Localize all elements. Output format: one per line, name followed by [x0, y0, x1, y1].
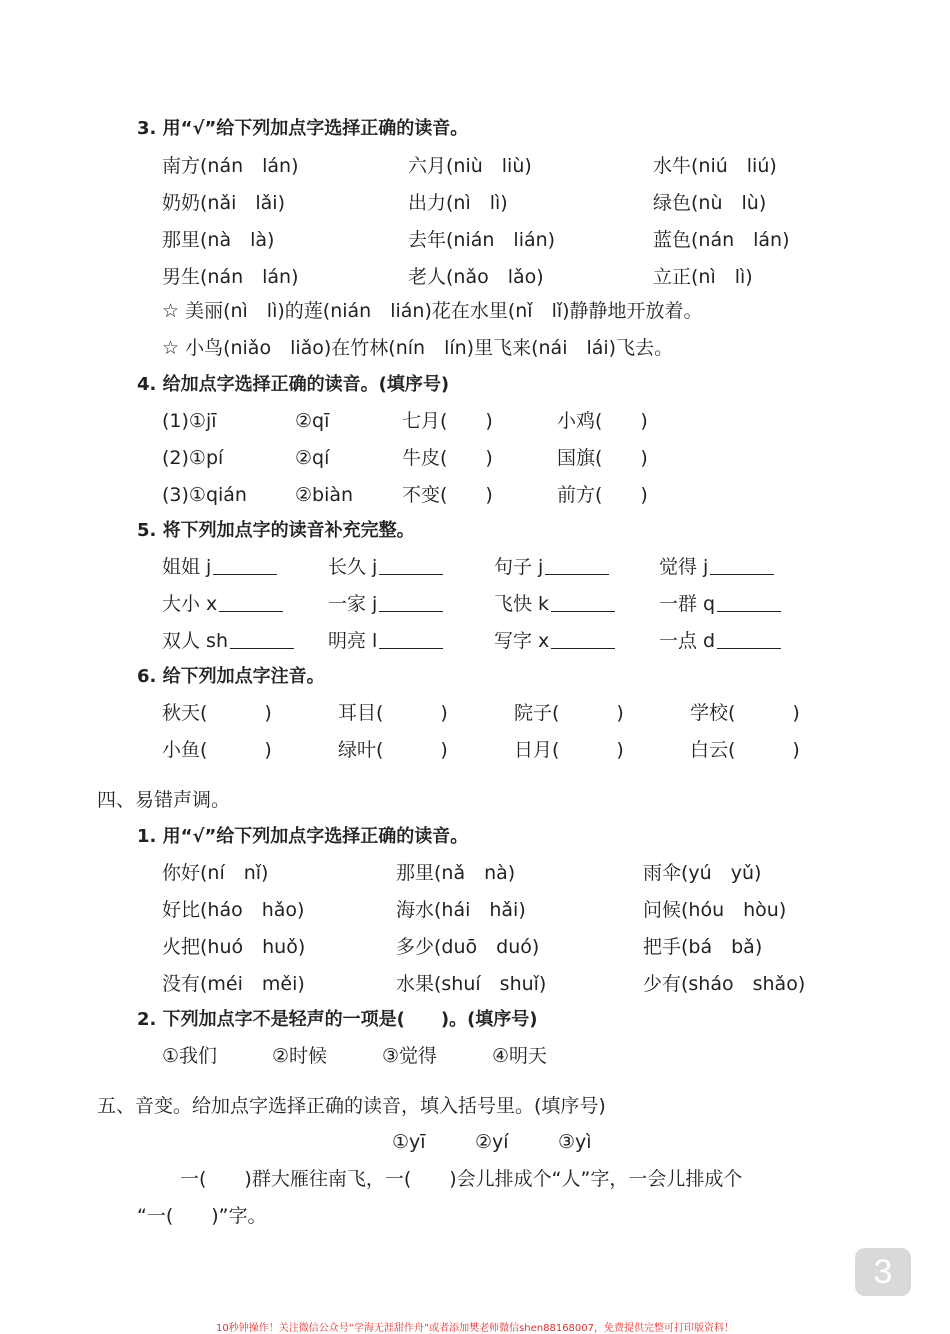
sec4-q2-option: ①我们 — [162, 1045, 218, 1067]
sec5-option: ②yí — [475, 1131, 509, 1153]
sec4-q2-title: 2. 下列加点字不是轻声的一项是( )。(填序号) — [137, 1009, 538, 1030]
answer-blank[interactable] — [717, 628, 781, 656]
q3-sentence-2: ☆ 小鸟(niǎo liǎo)在竹林(nín lín)里飞来(nái lái)飞去。 — [162, 337, 674, 359]
q4-item: ②qí — [295, 447, 330, 469]
q6-item: 院子( ) — [514, 702, 624, 724]
q5-item: 觉得 j — [659, 556, 709, 578]
sec5-line-1: 一( )群大雁往南飞，一( )会儿排成个“人”字，一会儿排成个 — [180, 1168, 743, 1190]
answer-blank[interactable] — [219, 591, 283, 619]
section-4-title: 四、易错声调。 — [97, 789, 231, 811]
q3-item: 去年(nián lián) — [408, 229, 556, 251]
q5-item: 明亮 l — [328, 630, 378, 652]
q3-item: 六月(niù liù) — [408, 155, 532, 177]
sec4-q1-item: 没有(méi měi) — [162, 973, 305, 995]
sec4-q1-title: 1. 用“√”给下列加点字选择正确的读音。 — [137, 826, 469, 847]
answer-blank[interactable] — [379, 554, 443, 582]
answer-blank[interactable] — [551, 628, 615, 656]
q5-item: 一家 j — [328, 593, 378, 615]
sec4-q1-item: 海水(hái hǎi) — [396, 899, 526, 921]
q4-title: 4. 给加点字选择正确的读音。(填序号) — [137, 374, 450, 395]
q6-item: 白云( ) — [690, 739, 800, 761]
sec5-option: ③yì — [558, 1131, 592, 1153]
sec4-q2-option: ④明天 — [492, 1045, 548, 1067]
answer-blank[interactable] — [213, 554, 277, 582]
q4-item: 国旗( ) — [557, 447, 648, 469]
q3-item: 蓝色(nán lán) — [653, 229, 790, 251]
page-number: 3 — [855, 1248, 911, 1296]
q3-title: 3. 用“√”给下列加点字选择正确的读音。 — [137, 118, 469, 139]
q5-item: 长久 j — [328, 556, 378, 578]
sec4-q1-item: 火把(huó huǒ) — [162, 936, 306, 958]
q5-item: 写字 x — [494, 630, 550, 652]
sec4-q1-item: 好比(háo hǎo) — [162, 899, 305, 921]
q3-item: 立正(nì lì) — [653, 266, 753, 288]
q6-item: 日月( ) — [514, 739, 624, 761]
answer-blank[interactable] — [379, 591, 443, 619]
footer-note: 10秒钟操作！关注微信公众号“学海无涯甜作舟”或者添加樊老师微信shen88168007，免费提供完整可打印版资料！ — [215, 1323, 735, 1334]
q3-item: 出力(nì lì) — [408, 192, 508, 214]
answer-blank[interactable] — [545, 554, 609, 582]
q5-item: 句子 j — [494, 556, 544, 578]
q4-item: 不变( ) — [402, 484, 493, 506]
q5-item: 一群 q — [659, 593, 716, 615]
sec4-q1-item: 把手(bá bǎ) — [643, 936, 763, 958]
q3-item: 南方(nán lán) — [162, 155, 299, 177]
q4-item: 七月( ) — [402, 410, 493, 432]
sec4-q2-option: ②时候 — [272, 1045, 328, 1067]
sec5-line-2: “一( )”字。 — [137, 1205, 267, 1227]
q6-item: 绿叶( ) — [338, 739, 448, 761]
q6-item: 小鱼( ) — [162, 739, 272, 761]
q3-item: 那里(nà là) — [162, 229, 275, 251]
q4-item: (3)①qián — [162, 484, 247, 506]
answer-blank[interactable] — [230, 628, 294, 656]
sec4-q1-item: 多少(duō duó) — [396, 936, 540, 958]
q3-sentence-1: ☆ 美丽(nì lì)的莲(nián lián)花在水里(nǐ lǐ)静静地开放着。 — [162, 300, 703, 322]
q5-title: 5. 将下列加点字的读音补充完整。 — [137, 520, 415, 541]
answer-blank[interactable] — [710, 554, 774, 582]
sec4-q1-item: 雨伞(yú yǔ) — [643, 862, 762, 884]
q4-item: 前方( ) — [557, 484, 648, 506]
sec4-q1-item: 水果(shuí shuǐ) — [396, 973, 547, 995]
answer-blank[interactable] — [551, 591, 615, 619]
q3-item: 男生(nán lán) — [162, 266, 299, 288]
sec5-option: ①yī — [392, 1131, 426, 1153]
q6-item: 学校( ) — [690, 702, 800, 724]
q5-item: 飞快 k — [494, 593, 550, 615]
q4-item: ②qī — [295, 410, 330, 432]
q3-item: 水牛(niú liú) — [653, 155, 777, 177]
q6-item: 耳目( ) — [338, 702, 448, 724]
q6-title: 6. 给下列加点字注音。 — [137, 666, 325, 687]
sec4-q1-item: 你好(ní nǐ) — [162, 862, 269, 884]
q3-item: 老人(nǎo lǎo) — [408, 266, 544, 288]
q5-item: 大小 x — [162, 593, 218, 615]
sec4-q2-option: ③觉得 — [382, 1045, 438, 1067]
sec4-q1-item: 那里(nǎ nà) — [396, 862, 516, 884]
q4-item: (2)①pí — [162, 447, 224, 469]
sec4-q1-item: 少有(sháo shǎo) — [643, 973, 806, 995]
q4-item: (1)①jī — [162, 410, 217, 432]
q4-item: 牛皮( ) — [402, 447, 493, 469]
section-5-title: 五、音变。给加点字选择正确的读音，填入括号里。(填序号) — [97, 1095, 606, 1117]
sec4-q1-item: 问候(hóu hòu) — [643, 899, 787, 921]
answer-blank[interactable] — [379, 628, 443, 656]
q3-item: 绿色(nù lù) — [653, 192, 767, 214]
q4-item: ②biàn — [295, 484, 354, 506]
q5-item: 一点 d — [659, 630, 716, 652]
q4-item: 小鸡( ) — [557, 410, 648, 432]
q6-item: 秋天( ) — [162, 702, 272, 724]
answer-blank[interactable] — [717, 591, 781, 619]
q5-item: 姐姐 j — [162, 556, 212, 578]
q5-item: 双人 sh — [162, 630, 228, 652]
q3-item: 奶奶(nǎi lǎi) — [162, 192, 285, 214]
